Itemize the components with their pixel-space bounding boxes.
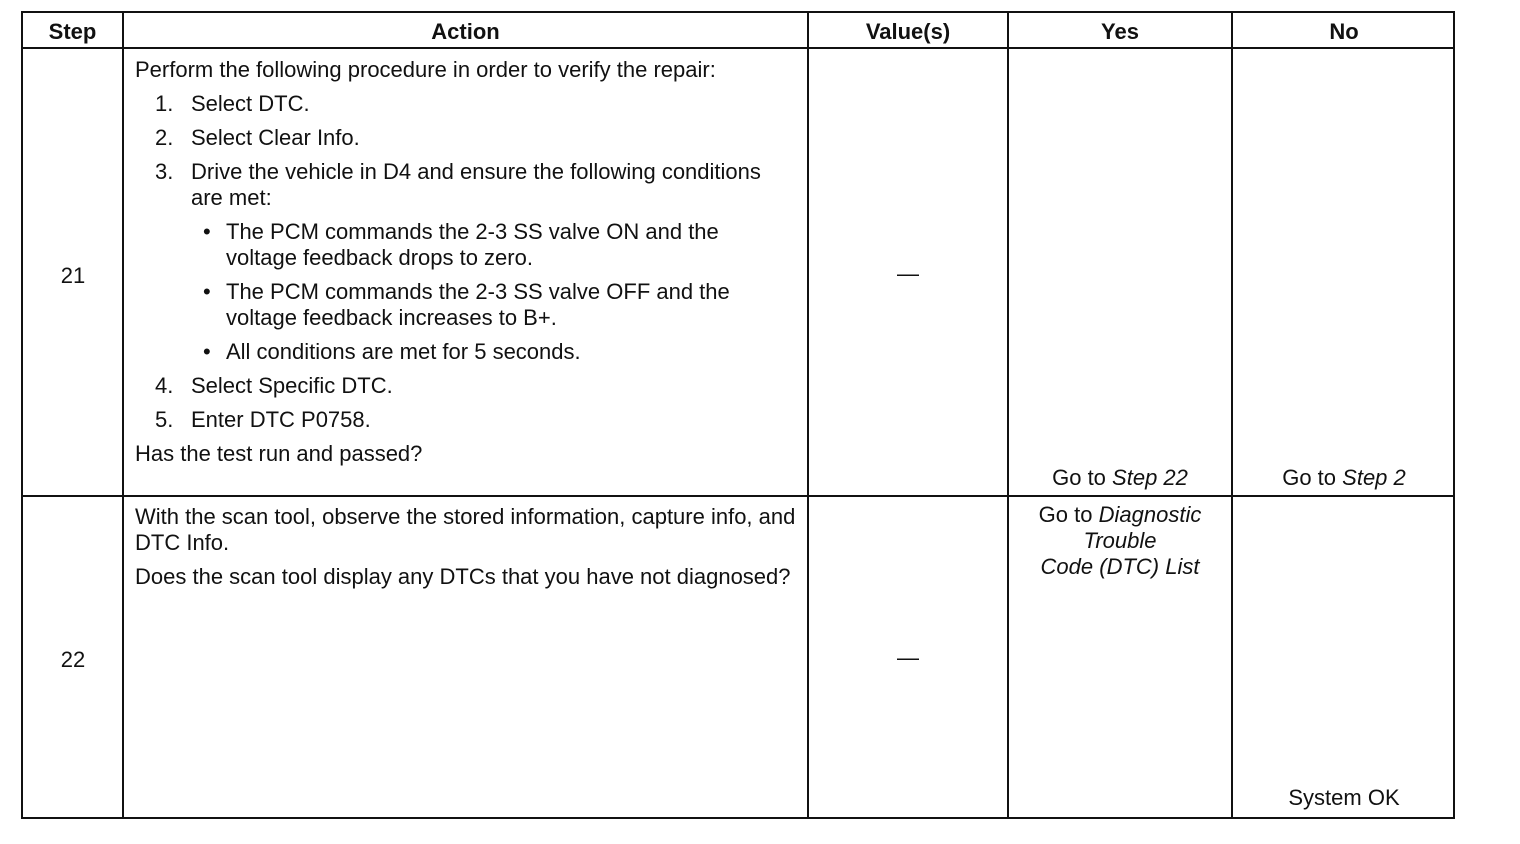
- bullet-item: • The PCM commands the 2-3 SS valve OFF and the voltage feedback increases to B+.: [191, 279, 795, 331]
- header-action: Action: [431, 19, 500, 44]
- header-no: No: [1329, 19, 1359, 44]
- list-item: 5. Enter DTC P0758.: [155, 407, 371, 432]
- list-item: 3. Drive the vehicle in D4 and ensure the following conditions are met: • The PCM commands the 2-3 SS valve ON and the voltage feedback drops to zero. • The PCM commands the 2-3 SS valve OFF and the voltage feedback increases to B+. • All conditions are met for 5 seconds.: [135, 159, 795, 365]
- action-cell: [135, 57, 795, 475]
- dtc-list-link[interactable]: Code (DTC) List: [1040, 554, 1200, 579]
- header-values: Value(s): [865, 19, 951, 44]
- list-item: 4. Select Specific DTC.: [155, 373, 393, 398]
- procedure-list: [135, 91, 795, 433]
- step-number: 21: [60, 263, 86, 288]
- value-cell: —: [897, 645, 919, 670]
- diagnostic-table: [21, 11, 1455, 819]
- header-step: Step: [48, 19, 97, 44]
- list-item: 2. Select Clear Info.: [155, 125, 360, 150]
- action-intro: Perform the following procedure in order to verify the repair:: [135, 57, 716, 82]
- condition-list: [191, 219, 795, 365]
- yes-goto[interactable]: Go to Diagnostic Trouble Code (DTC) List: [1009, 502, 1231, 580]
- step-link[interactable]: Step 22: [1112, 465, 1188, 490]
- yes-goto[interactable]: Go to Step 22: [1052, 465, 1188, 490]
- action-cell: [135, 504, 800, 598]
- column-divider: [1231, 13, 1233, 817]
- action-question: Has the test run and passed?: [135, 441, 423, 466]
- no-result: System OK: [1288, 785, 1400, 810]
- bullet-item: • The PCM commands the 2-3 SS valve ON and the voltage feedback drops to zero.: [191, 219, 795, 271]
- value-cell: —: [897, 261, 919, 286]
- list-item: 1. Select DTC.: [155, 91, 310, 116]
- no-goto[interactable]: Go to Step 2: [1282, 465, 1406, 490]
- header-yes: Yes: [1101, 19, 1139, 44]
- dtc-list-link[interactable]: Trouble: [1083, 528, 1157, 553]
- action-text: With the scan tool, observe the stored information, capture info, and DTC Info.: [135, 504, 796, 555]
- step-link[interactable]: Step 2: [1342, 465, 1406, 490]
- step-number: 22: [60, 647, 86, 672]
- action-question: Does the scan tool display any DTCs that you have not diagnosed?: [135, 564, 791, 589]
- row-divider: [23, 495, 1453, 497]
- bullet-item: • All conditions are met for 5 seconds.: [191, 339, 795, 365]
- column-divider: [1007, 13, 1009, 817]
- dtc-list-link[interactable]: Diagnostic: [1098, 502, 1202, 527]
- column-divider: [122, 13, 124, 817]
- column-divider: [807, 13, 809, 817]
